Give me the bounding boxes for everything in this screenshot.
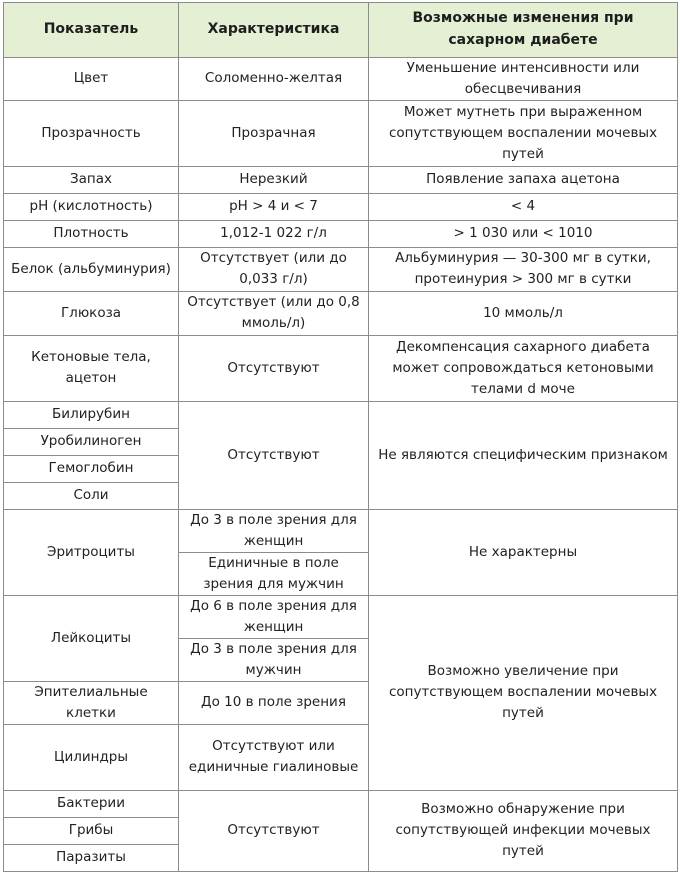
indicator-cell: pH (кислотность)	[4, 193, 179, 220]
table-row	[4, 291, 678, 335]
characteristic-cell: Прозрачная	[179, 100, 369, 166]
change-cell: 10 ммоль/л	[369, 291, 678, 335]
indicator-cell: Цвет	[4, 58, 179, 101]
indicator-cell: Прозрачность	[4, 100, 179, 166]
change-cell: Возможно обнаружение при сопутствующей инфекции мочевых путей	[369, 790, 678, 871]
characteristic-cell: Отсутствуют или единичные гиалиновые	[179, 724, 369, 790]
characteristic-cell: Соломенно-желтая	[179, 58, 369, 101]
table-header-row	[4, 3, 678, 58]
characteristic-cell: 1,012-1 022 г/л	[179, 220, 369, 247]
characteristic-cell: Отсутствуют	[179, 335, 369, 401]
table-row	[4, 335, 678, 401]
header-characteristic: Характеристика	[179, 3, 369, 58]
change-cell: Может мутнеть при выраженном сопутствующем воспалении мочевых путей	[369, 100, 678, 166]
characteristic-cell: pH > 4 и < 7	[179, 193, 369, 220]
indicator-cell: Соли	[4, 482, 179, 509]
change-cell: Не характерны	[369, 509, 678, 595]
indicator-cell: Эритроциты	[4, 509, 179, 595]
table-row	[4, 509, 678, 552]
indicator-cell: Гемоглобин	[4, 455, 179, 482]
indicator-cell: Билирубин	[4, 401, 179, 428]
characteristic-cell: Отсутствует (или до 0,033 г/л)	[179, 247, 369, 291]
change-cell: Альбуминурия — 30-300 мг в сутки, протеинурия > 300 мг в сутки	[369, 247, 678, 291]
characteristic-cell: Отсутствуют	[179, 401, 369, 509]
indicator-cell: Эпителиальные клетки	[4, 681, 179, 724]
indicator-cell: Уробилиноген	[4, 428, 179, 455]
indicator-cell: Плотность	[4, 220, 179, 247]
indicator-cell: Бактерии	[4, 790, 179, 817]
characteristic-cell: До 3 в поле зрения для мужчин	[179, 638, 369, 681]
indicator-cell: Запах	[4, 166, 179, 193]
change-cell: Появление запаха ацетона	[369, 166, 678, 193]
header-diabetes-changes: Возможные изменения при сахарном диабете	[369, 3, 678, 58]
table-row	[4, 595, 678, 638]
indicator-cell: Паразиты	[4, 844, 179, 871]
characteristic-cell: Отсутствуют	[179, 790, 369, 871]
change-cell: Декомпенсация сахарного диабета может сопровождаться кетоновыми телами d моче	[369, 335, 678, 401]
change-cell: Не являются специфическим признаком	[369, 401, 678, 509]
indicator-cell: Белок (альбуминурия)	[4, 247, 179, 291]
characteristic-cell: Нерезкий	[179, 166, 369, 193]
table-row	[4, 401, 678, 428]
urine-analysis-table	[3, 2, 678, 872]
table-row	[4, 790, 678, 817]
change-cell: Уменьшение интенсивности или обесцвечивания	[369, 58, 678, 101]
indicator-cell: Глюкоза	[4, 291, 179, 335]
header-indicator: Показатель	[4, 3, 179, 58]
change-cell: Возможно увеличение при сопутствующем воспалении мочевых путей	[369, 595, 678, 790]
table-row	[4, 193, 678, 220]
table-row	[4, 247, 678, 291]
change-cell: > 1 030 или < 1010	[369, 220, 678, 247]
indicator-cell: Грибы	[4, 817, 179, 844]
characteristic-cell: Единичные в поле зрения для мужчин	[179, 552, 369, 595]
characteristic-cell: До 10 в поле зрения	[179, 681, 369, 724]
change-cell: < 4	[369, 193, 678, 220]
table-row	[4, 100, 678, 166]
indicator-cell: Лейкоциты	[4, 595, 179, 681]
indicator-cell: Цилиндры	[4, 724, 179, 790]
table-row	[4, 166, 678, 193]
table-row	[4, 58, 678, 101]
indicator-cell: Кетоновые тела, ацетон	[4, 335, 179, 401]
characteristic-cell: До 6 в поле зрения для женщин	[179, 595, 369, 638]
characteristic-cell: До 3 в поле зрения для женщин	[179, 509, 369, 552]
characteristic-cell: Отсутствует (или до 0,8 ммоль/л)	[179, 291, 369, 335]
table-row	[4, 220, 678, 247]
